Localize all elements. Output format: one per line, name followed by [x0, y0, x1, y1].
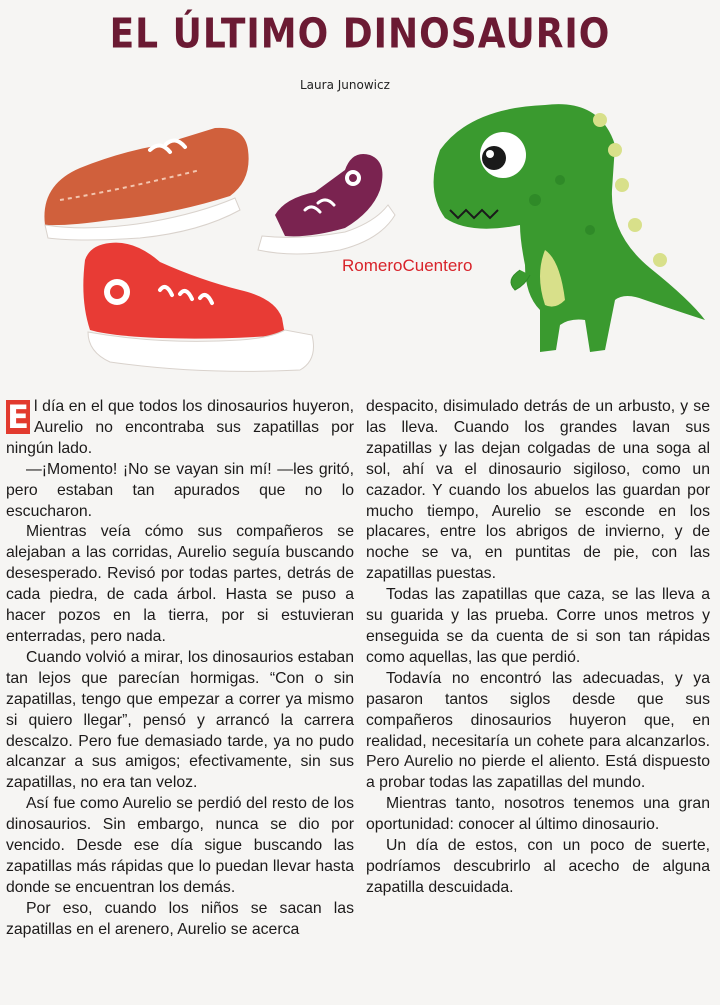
orange-sneaker-illustration	[44, 128, 248, 240]
story-column-left	[6, 397, 354, 941]
author-name: Laura Junowicz	[300, 78, 390, 92]
story-paragraph: —¡Momento! ¡No se vayan sin mí! —les gritó, pero estaban tan apurados que no lo escucharon.	[6, 460, 354, 520]
red-sneaker-illustration	[83, 243, 313, 372]
story-paragraph: Todas las zapatillas que caza, se las lleva a su guarida y las prueba. Corre unos metros y enseguida se da cuenta de si son tan rápidas como aquellas, las que perdió.	[366, 586, 710, 666]
story-paragraph: Cuando volvió a mirar, los dinosaurios estaban tan lejos que parecían hormigas. “Con o sin zapatillas, tengo que empezar a correr ya mismo si quiero llegar”, pensó y arrancó la carrera descalzo. Pero fue demasiado tarde, ya no pudo alcanzar a sus amigos; efectivamente, sin sus zapatillas, no era tan veloz.	[6, 648, 354, 792]
story-paragraph: Por eso, cuando los niños se sacan las zapatillas en el arenero, Aurelio se acerca	[6, 899, 354, 938]
story-paragraph: Así fue como Aurelio se perdió del resto de los dinosaurios. Sin embargo, nunca se dio por vencido. Desde ese día sigue buscando las zapatillas más rápidas que lo puedan llevar hasta donde se encuentran los demás.	[6, 795, 354, 896]
story-illustration	[0, 90, 720, 390]
green-dinosaur-illustration	[434, 104, 705, 352]
story-title: EL ÚLTIMO DINOSAURIO	[109, 10, 611, 59]
watermark-text: RomeroCuentero	[342, 256, 473, 275]
story-paragraph: despacito, disimulado detrás de un arbusto, y se las lleva. Cuando los grandes lavan sus zapatillas y las dejan colgadas de una soga al sol, ahí va el dinosaurio sigiloso, como un cazador. Y cuando los abuelos las guardan por mucho tiempo, Aurelio se esconde en los placares, entre los abrigos de invierno, y de noche se va, en puntitas de pie, con las zapatillas puestas.	[366, 398, 710, 583]
story-paragraph: Mientras veía cómo sus compañeros se alejaban a las corridas, Aurelio seguía buscando desesperado. Revisó por todas partes, detrás de cada piedra, de cada árbol. Hasta se puso a hacer pozos en la tierra, por si estuvieran enterradas, pero nada.	[6, 523, 354, 645]
story-paragraph: Mientras tanto, nosotros tenemos una gran oportunidad: conocer al último dinosaurio.	[366, 795, 710, 834]
purple-sneaker-illustration	[258, 154, 395, 254]
story-column-right	[366, 397, 710, 899]
story-paragraph: E l día en el que todos los dinosaurios huyeron, Aurelio no encontraba sus zapatillas por ningún lado.	[6, 398, 354, 457]
story-paragraph: Un día de estos, con un poco de suerte, podríamos descubrirlo al acecho de alguna zapatilla descuidada.	[366, 837, 710, 896]
drop-cap: E	[7, 398, 29, 436]
story-paragraph: Todavía no encontró las adecuadas, y ya pasaron tantos siglos desde que sus compañeros dinosaurios huyeron que, en realidad, necesitaría un cohete para alcanzarlos. Pero Aurelio no pierde el aliento. Está dispuesto a probar todas las zapatillas del mundo.	[366, 669, 710, 792]
